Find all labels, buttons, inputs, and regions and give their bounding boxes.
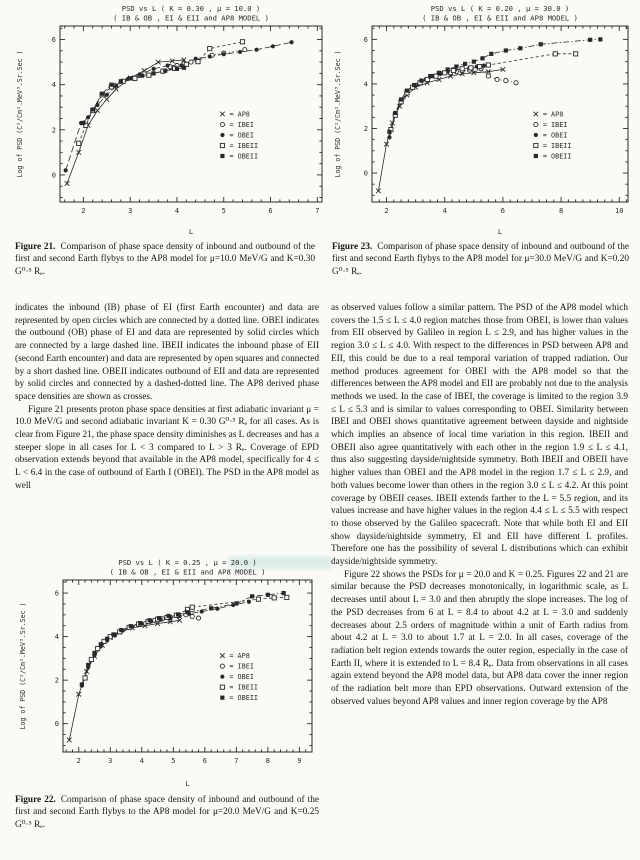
svg-text:2: 2 xyxy=(81,207,86,215)
figure-23-caption xyxy=(332,241,629,278)
svg-text:3: 3 xyxy=(128,207,133,215)
svg-text:L: L xyxy=(185,779,190,788)
figure-23-caption-text: Comparison of phase space density of inbound and outbound of the first and second Earth flybys to the AP8 model for μ=30.0 MeV/G and K=0.20 G⁰·⁵ Rₑ. xyxy=(332,242,629,277)
svg-text:8: 8 xyxy=(558,207,564,215)
svg-text:9: 9 xyxy=(297,757,302,765)
svg-text:4: 4 xyxy=(51,81,56,90)
svg-text:= AP8: = AP8 xyxy=(229,110,250,119)
svg-text:( IB & OB , EI & EII and AP8 M: ( IB & OB , EI & EII and AP8 MODEL ) xyxy=(422,13,578,23)
svg-text:3: 3 xyxy=(108,757,113,765)
svg-text:2: 2 xyxy=(76,757,81,765)
svg-text:= IBEI: = IBEI xyxy=(542,120,568,129)
svg-text:2: 2 xyxy=(54,676,59,685)
svg-text:8: 8 xyxy=(265,757,270,765)
svg-text:5: 5 xyxy=(171,757,176,765)
svg-text:Log of PSD (C²/Cm².MeV³.Sr.Sec: Log of PSD (C²/Cm².MeV³.Sr.Sec ) xyxy=(334,50,342,178)
svg-text:0: 0 xyxy=(54,720,59,729)
svg-text:( IB & OB , EI & EII and AP8 M: ( IB & OB , EI & EII and AP8 MODEL ) xyxy=(113,13,269,23)
svg-text:( IB & OB , EI & EII and AP8 M: ( IB & OB , EI & EII and AP8 MODEL ) xyxy=(109,567,266,577)
svg-text:4: 4 xyxy=(363,80,368,89)
svg-text:4: 4 xyxy=(442,207,447,215)
svg-text:6: 6 xyxy=(268,207,273,215)
svg-text:= OBEII: = OBEII xyxy=(542,152,572,161)
svg-text:= IBEII: = IBEII xyxy=(542,141,572,150)
svg-text:0: 0 xyxy=(51,171,56,180)
body-paragraph: indicates the inbound (IB) phase of EI (first Earth encounter) and data are represented by open circles which are connected by a dotted line. OBEI indicates the outbound (OB) phase of EI and data are represented by solid circles which are connected by a large dashed line. IBEII indicates the inbound phase of EII (second Earth encounter) and data are represented by open squares and connected by a short dashed line. OBEII indicates outbound of EII and data are represented by solid circles and connected by a dashed-dotted line. The AP8 derived phase space densities are shown as crosses. xyxy=(15,303,319,402)
svg-text:PSD vs L ( K = 0.25 , μ = 20.0: PSD vs L ( K = 0.25 , μ = 20.0 ) xyxy=(118,558,257,567)
svg-text:7: 7 xyxy=(315,207,320,215)
right-column-text xyxy=(331,302,628,860)
svg-text:= IBEII: = IBEII xyxy=(229,141,259,150)
svg-text:= IBEII: = IBEII xyxy=(229,683,259,692)
left-column-text xyxy=(15,302,319,558)
svg-text:= OBEI: = OBEI xyxy=(229,673,254,682)
body-paragraph: Figure 21 presents proton phase space densities at first adiabatic invariant μ = 10.0 MeV/G and second adiabatic invariant K = 0.30 G⁰·⁵ Rₑ for all cases. As is clear from Figure 21, the phase space density diminishes as L decreases and has a steeper slope in all cases for L < 3 compared to L > 3 Rₑ. Coverage of EPD observation extends beyond that available in the AP8 model, specifically for 4 ≤ L < 6.4 in the case of outbound of Earth I (OBEI). The PSD in the AP8 model as well xyxy=(15,404,319,491)
svg-text:6: 6 xyxy=(363,35,368,44)
svg-text:= IBEI: = IBEI xyxy=(229,662,254,671)
svg-text:Log of PSD (C²/Cm².MeV³.Sr.Sec: Log of PSD (C²/Cm².MeV³.Sr.Sec ) xyxy=(19,602,27,730)
figure-21-chart xyxy=(12,2,330,238)
figure-22-chart xyxy=(15,556,320,790)
svg-text:L: L xyxy=(497,227,503,236)
svg-text:= IBEI: = IBEI xyxy=(229,120,255,129)
svg-text:4: 4 xyxy=(139,757,144,765)
figure-21-caption xyxy=(15,241,315,278)
figure-22-plot xyxy=(15,556,320,790)
svg-text:= OBEII: = OBEII xyxy=(229,152,259,161)
svg-text:= OBEI: = OBEI xyxy=(542,131,568,140)
svg-text:L: L xyxy=(188,227,194,236)
figure-23-plot xyxy=(330,2,638,238)
svg-text:4: 4 xyxy=(174,207,180,215)
svg-text:10: 10 xyxy=(615,207,624,215)
body-paragraph: as observed values follow a similar pattern. The PSD of the AP8 model which covers the 1.5 ≤ L ≤ 4.0 region matches those from OBEI, is lower than values from EII observed by Galileo in region L ≤ 2.9, and has higher values in the region 3.0 ≤ L ≤ 4.0. With respect to the differences in PSD between AP8 and EII, this could be due to a real temporal variation of trapped radiation. Our method produces agreement for OBEI with the AP8 model so that the differences between the AP8 model and EII are probably not due to the analysis methods we used. In the case of IBEI, the coverage is limited to the region 3.9 ≤ L ≤ 5.3 and is similar to values corresponding to OBEI. Similarity between IBEI and OBEI shows quantitative agreement between dayside and nightside which implies an absence of local time variation in this region. IBEII and OBEII also agree quantitatively with each other in the region 1.9 ≤ L ≤ 4.1, thus also suggesting dayside/nightside symmetry. Both IBEII and OBEII have higher values than OBEI and the AP8 model in the region 1.7 ≤ L ≤ 2.9, and both values become lower than others in the region 3.0 ≤ L ≤ 4.2. At this point coverage by OBEII ceases. IBEII extends farther to the L = 5.5 region, and its values increase and have higher values in the region 4.4 ≤ L ≤ 5.5 with respect to those observed by the Galileo spacecraft. Note that while both EI and EII show dayside/nightside symmetry, EI and EII have different L profiles. Therefore one has the possibility of several L distributions which can exhibit dayside/nightside symmetry. xyxy=(331,303,628,568)
svg-text:PSD vs L ( K = 0.20 , μ = 30.0: PSD vs L ( K = 0.20 , μ = 30.0 ) xyxy=(430,4,570,13)
figure-22-caption-text: Comparison of phase space density of inbound and outbound of the first and second Earth flybys to the AP8 model for μ=20.0 MeV/G and K=0.25 G⁰·⁵ Rₑ. xyxy=(15,795,319,830)
figure-21-plot xyxy=(12,2,330,238)
figure-23-chart xyxy=(330,2,638,238)
svg-text:7: 7 xyxy=(234,757,239,765)
svg-text:6: 6 xyxy=(54,589,59,598)
svg-text:= OBEI: = OBEI xyxy=(229,131,255,140)
figure-21-caption-label: Figure 21. xyxy=(15,242,56,252)
svg-text:2: 2 xyxy=(51,126,56,135)
svg-text:= OBEII: = OBEII xyxy=(229,694,259,703)
svg-text:= AP8: = AP8 xyxy=(229,652,250,661)
svg-text:Log of PSD (C²/Cm².MeV³.Sr.Sec: Log of PSD (C²/Cm².MeV³.Sr.Sec ) xyxy=(16,50,24,178)
svg-text:6: 6 xyxy=(202,757,207,765)
svg-text:6: 6 xyxy=(500,207,506,215)
svg-text:6: 6 xyxy=(51,36,56,45)
svg-text:4: 4 xyxy=(54,633,59,642)
svg-text:5: 5 xyxy=(221,207,226,215)
svg-text:= AP8: = AP8 xyxy=(542,110,564,119)
figure-23-caption-label: Figure 23. xyxy=(332,242,373,252)
svg-text:2: 2 xyxy=(384,207,389,215)
svg-text:0: 0 xyxy=(363,169,368,178)
figure-22-caption xyxy=(15,794,319,831)
body-paragraph: Figure 22 shows the PSDs for μ = 20.0 and K = 0.25. Figures 22 and 21 are similar because the PSD decreases monotonically, in logarithmic scale, as L decreases until about L = 3.0 and then abruptly the slope increases. The log of the PSD decreases from 6 at L = 8.4 to about 4.2 at L = 3.0 and suddenly decreases about 2.5 orders of magnitude within a unit of Earth radius from about 4.2 at L = 3.0 to about 1.7 at L = 2.0. In all cases, coverage of the radiation belt region extends towards the outer region, especially in the case of Earth II, where it is extended to L = 8.4 Rₑ. Data from observations in all cases again extend beyond the AP8 model data, but AP8 data cover the inner region of the radiation belt more than EPD observations. Outward extension of the observed values beyond AP8 values and inner region coverage by the AP8 xyxy=(331,569,628,707)
svg-text:PSD vs L ( K = 0.30 , μ = 10.0: PSD vs L ( K = 0.30 , μ = 10.0 ) xyxy=(121,4,261,13)
figure-22-caption-label: Figure 22. xyxy=(15,795,56,805)
figure-21-caption-text: Comparison of phase space density of inbound and outbound of the first and second Earth flybys to the AP8 model for μ=10.0 MeV/G and K=0.30 G⁰·⁵ Rₑ. xyxy=(15,242,315,277)
svg-text:2: 2 xyxy=(363,124,368,133)
